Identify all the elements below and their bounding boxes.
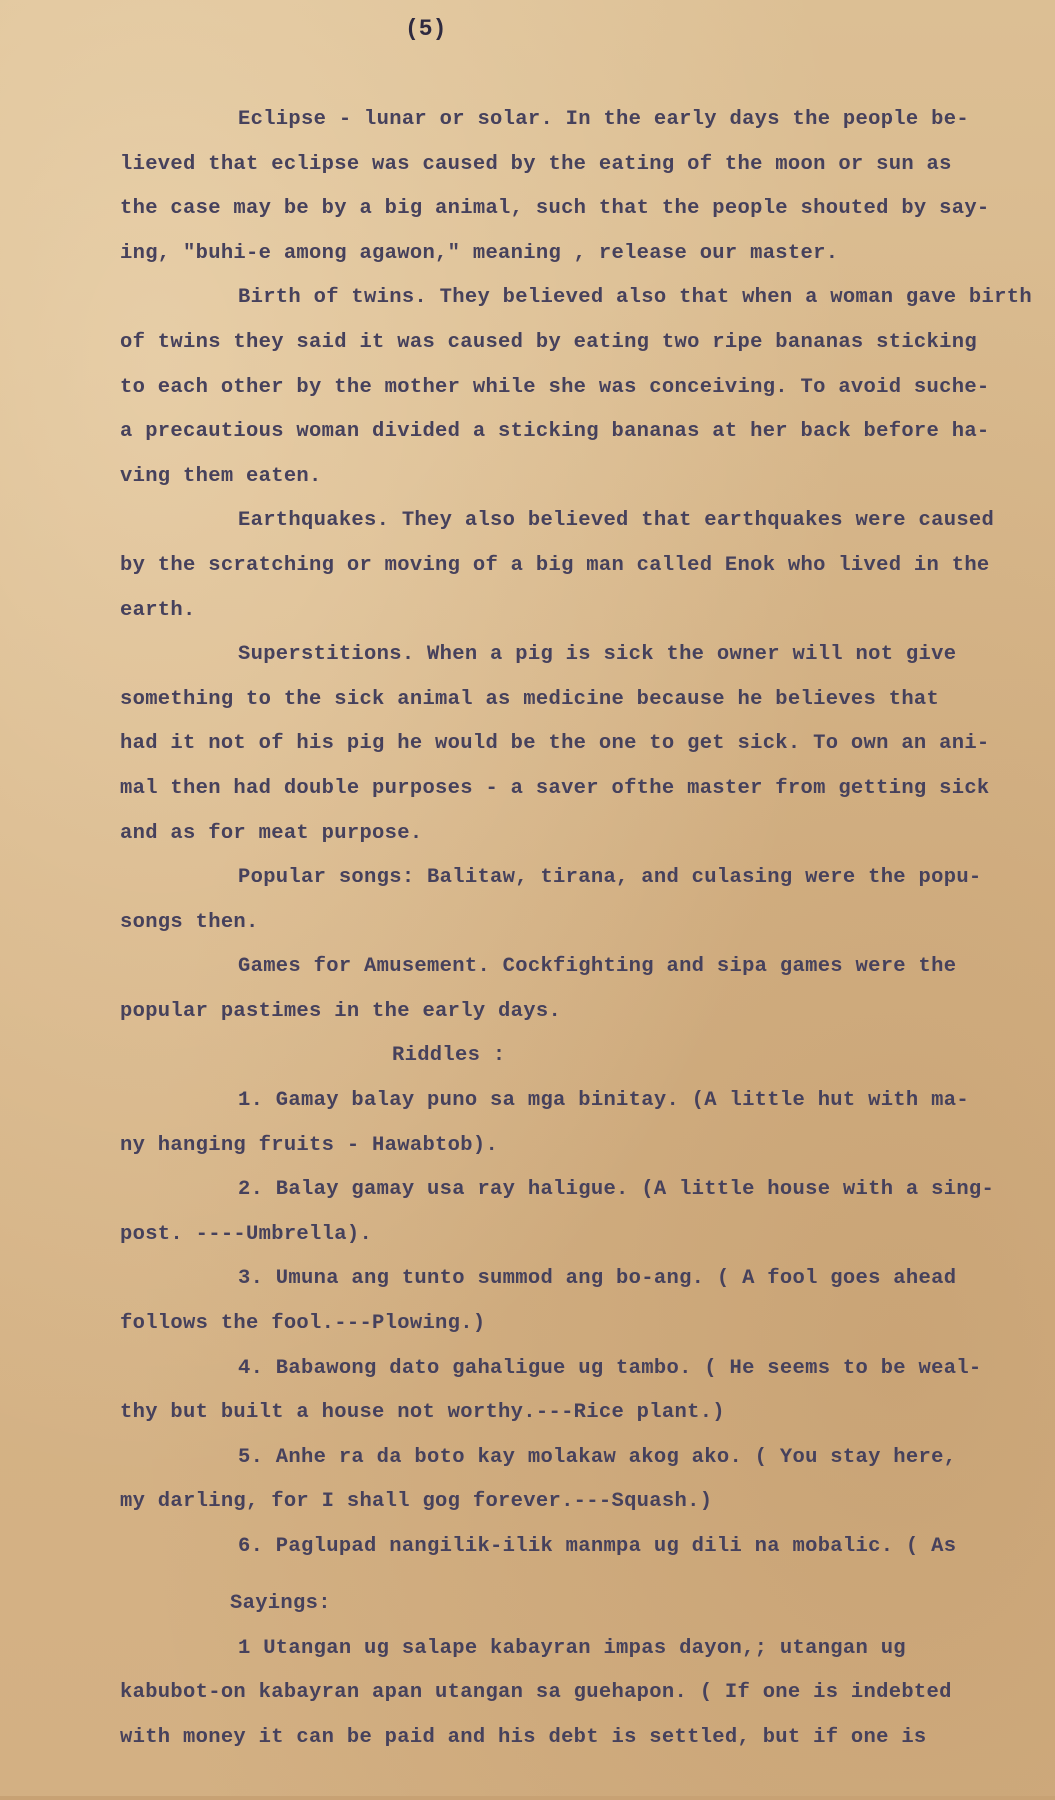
- page-bottom-edge: [0, 1796, 1055, 1800]
- riddle-1-line-1: 1. Gamay balay puno sa mga binitay. (A little hut with ma-: [238, 1089, 969, 1113]
- saying-1-line-1: 1 Utangan ug salape kabayran impas dayon,; utangan ug: [238, 1636, 906, 1660]
- superstitions-paragraph-line-1: Superstitions. When a pig is sick the owner will not give: [238, 643, 957, 667]
- games-paragraph-line-1: Games for Amusement. Cockfighting and sipa games were the: [238, 955, 957, 979]
- superstitions-paragraph-line-4: mal then had double purposes - a saver ofthe master from getting sick: [120, 776, 990, 800]
- riddle-2-line-2: post. ----Umbrella).: [120, 1222, 373, 1246]
- twins-paragraph-line-3: to each other by the mother while she was conceiving. To avoid suche-: [120, 375, 990, 399]
- riddle-5-line-1: 5. Anhe ra da boto kay molakaw akog ako. ( You stay here,: [238, 1445, 957, 1469]
- superstitions-paragraph-line-5: and as for meat purpose.: [120, 821, 423, 845]
- sayings-heading: Sayings:: [230, 1592, 331, 1615]
- riddle-3-line-1: 3. Umuna ang tunto summod ang bo-ang. ( A fool goes ahead: [238, 1267, 957, 1291]
- eclipse-paragraph-line-3: the case may be by a big animal, such that the people shouted by say-: [120, 197, 990, 221]
- eclipse-paragraph-line-1: Eclipse - lunar or solar. In the early days the people be-: [238, 108, 969, 131]
- eclipse-paragraph-line-4: ing, "buhi-e among agawon," meaning , release our master.: [120, 241, 839, 265]
- riddle-5-line-2: my darling, for I shall gog forever.---Squash.): [120, 1490, 713, 1514]
- twins-paragraph-line-2: of twins they said it was caused by eating two ripe bananas sticking: [120, 330, 977, 354]
- songs-paragraph-line-2: songs then.: [120, 910, 259, 934]
- riddle-4-line-1: 4. Babawong dato gahaligue ug tambo. ( He seems to be weal-: [238, 1356, 982, 1380]
- riddle-2-line-1: 2. Balay gamay usa ray haligue. (A little house with a sing-: [238, 1178, 995, 1202]
- earthquakes-paragraph-line-1: Earthquakes. They also believed that earthquakes were caused: [238, 509, 995, 533]
- riddle-6-line-1: 6. Paglupad nangilik-ilik manmpa ug dili na mobalic. ( As: [238, 1535, 957, 1558]
- eclipse-paragraph-line-2: lieved that eclipse was caused by the eating of the moon or sun as: [120, 152, 952, 176]
- songs-paragraph-line-1: Popular songs: Balitaw, tirana, and culasing were the popu-: [238, 866, 982, 890]
- riddle-3-line-2: follows the fool.---Plowing.): [120, 1312, 486, 1336]
- page-number: (5): [405, 16, 447, 42]
- twins-paragraph-line-4: a precautious woman divided a sticking bananas at her back before ha-: [120, 420, 990, 444]
- riddle-1-line-2: ny hanging fruits - Hawabtob).: [120, 1133, 499, 1157]
- earthquakes-paragraph-line-3: earth.: [120, 598, 196, 622]
- riddle-4-line-2: thy but built a house not worthy.---Rice plant.): [120, 1401, 725, 1425]
- document-body: [120, 98, 1032, 1570]
- twins-paragraph-line-5: ving them eaten.: [120, 464, 322, 488]
- superstitions-paragraph-line-2: something to the sick animal as medicine because he believes that: [120, 687, 940, 711]
- saying-1-line-2: kabubot-on kabayran apan utangan sa guehapon. ( If one is indebted: [120, 1681, 952, 1705]
- superstitions-paragraph-line-3: had it not of his pig he would be the one to get sick. To own an ani-: [120, 732, 990, 756]
- twins-paragraph-line-1: Birth of twins. They believed also that when a woman gave birth: [238, 286, 1032, 310]
- saying-1-line-3: with money it can be paid and his debt is settled, but if one is: [120, 1725, 927, 1749]
- sayings-section: [120, 1582, 980, 1760]
- games-paragraph-line-2: popular pastimes in the early days.: [120, 999, 562, 1023]
- earthquakes-paragraph-line-2: by the scratching or moving of a big man called Enok who lived in the: [120, 553, 990, 577]
- riddles-heading: Riddles :: [392, 1044, 506, 1068]
